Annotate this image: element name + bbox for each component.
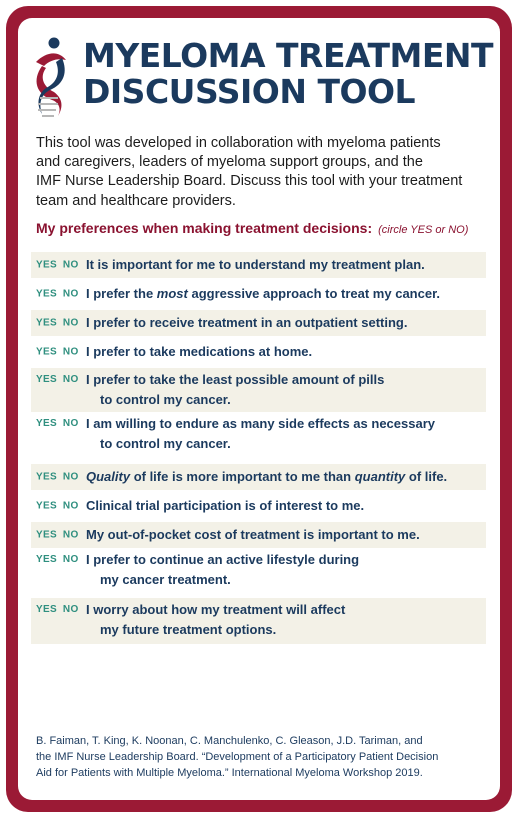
page-title (83, 38, 493, 110)
preference-row (31, 490, 486, 522)
preference-row (31, 368, 486, 412)
citation-line: the IMF Nurse Leadership Board. “Development of a Participatory Patient Decision (36, 751, 439, 763)
statement-line: I prefer to continue an active lifestyle during (86, 552, 360, 567)
no-option[interactable]: NO (62, 418, 79, 429)
statement-text: I prefer the (86, 286, 157, 301)
no-option[interactable]: NO (62, 288, 79, 300)
statement-line: my cancer treatment. (100, 572, 231, 587)
emphasized-word: most (156, 286, 188, 301)
preferences-list (31, 252, 486, 644)
no-option[interactable]: NO (62, 604, 79, 615)
emphasized-word: quantity (354, 469, 406, 484)
intro-line: This tool was developed in collaboration with myeloma patients (36, 135, 441, 151)
preference-statement (86, 414, 435, 454)
yes-option[interactable]: YES (36, 500, 57, 512)
statement-text: My out-of-pocket cost of treatment is important to me. (86, 527, 420, 542)
yes-no-options (36, 472, 79, 483)
preference-statement (86, 550, 359, 590)
preference-statement (86, 370, 384, 410)
statement-text: I prefer to take medications at home. (86, 344, 313, 359)
yes-option[interactable]: YES (36, 529, 57, 541)
yes-option[interactable]: YES (36, 471, 57, 483)
yes-no-options (36, 554, 79, 565)
title-line-2: DISCUSSION TOOL (83, 72, 416, 111)
citation-line: Aid for Patients with Multiple Myeloma.” International Myeloma Workshop 2019. (36, 767, 423, 779)
statement-text: of life. (405, 469, 448, 484)
yes-option[interactable]: YES (36, 418, 57, 429)
preference-statement (86, 313, 407, 333)
statement-line: my future treatment options. (100, 622, 277, 637)
statement-line: I prefer to take the least possible amount of pills (86, 372, 385, 387)
intro-line: and caregivers, leaders of myeloma support groups, and the (36, 154, 423, 171)
statement-text: I prefer to receive treatment in an outpatient setting. (86, 315, 408, 330)
no-option[interactable]: NO (62, 346, 79, 358)
citation (36, 733, 486, 781)
circle-instruction: (circle YES or NO) (378, 224, 469, 236)
yes-no-options (36, 374, 79, 385)
yes-option[interactable]: YES (36, 346, 57, 358)
yes-no-options (36, 289, 79, 300)
yes-option[interactable]: YES (36, 317, 57, 329)
statement-text: of life is more important to me than (130, 469, 355, 484)
yes-no-options (36, 530, 79, 541)
no-option[interactable]: NO (62, 374, 79, 385)
statement-text: aggressive approach to treat my cancer. (187, 286, 441, 301)
preference-row (31, 412, 486, 464)
intro-line: IMF Nurse Leadership Board. Discuss this tool with your treatment (36, 173, 463, 190)
preference-row (31, 310, 486, 336)
preference-statement (86, 496, 364, 516)
yes-option[interactable]: YES (36, 554, 57, 565)
statement-text: It is important for me to understand my treatment plan. (86, 257, 425, 272)
yes-no-options (36, 260, 79, 271)
intro-line: team and healthcare providers. (36, 192, 236, 209)
preference-row (31, 522, 486, 548)
yes-no-options (36, 604, 79, 615)
yes-option[interactable]: YES (36, 374, 57, 385)
preferences-heading-text: My preferences when making treatment decisions: (36, 220, 373, 236)
preference-row (31, 336, 486, 368)
preference-row (31, 548, 486, 598)
preference-statement (86, 342, 312, 362)
yes-no-options (36, 501, 79, 512)
no-option[interactable]: NO (62, 529, 79, 541)
preference-row (31, 464, 486, 490)
statement-text: Clinical trial participation is of interest to me. (86, 498, 365, 513)
preferences-heading (36, 220, 468, 238)
dna-person-icon (28, 36, 72, 122)
no-option[interactable]: NO (62, 259, 79, 271)
yes-no-options (36, 418, 79, 429)
preference-row (31, 278, 486, 310)
intro-paragraph (36, 134, 496, 211)
citation-line: B. Faiman, T. King, K. Noonan, C. Manchulenko, C. Gleason, J.D. Tariman, and (36, 735, 423, 747)
statement-line: I am willing to endure as many side effects as necessary (86, 416, 435, 431)
no-option[interactable]: NO (62, 317, 79, 329)
no-option[interactable]: NO (62, 500, 79, 512)
preference-statement (86, 255, 425, 275)
no-option[interactable]: NO (62, 471, 79, 483)
no-option[interactable]: NO (62, 554, 79, 565)
yes-no-options (36, 318, 79, 329)
preference-row (31, 252, 486, 278)
emphasized-word: Quality (86, 469, 131, 484)
statement-line: I worry about how my treatment will affect (86, 602, 346, 617)
yes-option[interactable]: YES (36, 604, 57, 615)
preference-statement (86, 600, 345, 640)
preference-row (31, 598, 486, 644)
yes-no-options (36, 347, 79, 358)
yes-option[interactable]: YES (36, 259, 57, 271)
preference-statement (86, 525, 420, 545)
title-line-1: MYELOMA TREATMENT (83, 36, 494, 75)
statement-line: to control my cancer. (100, 436, 231, 451)
yes-option[interactable]: YES (36, 288, 57, 300)
preference-statement (86, 467, 447, 487)
statement-line: to control my cancer. (100, 392, 231, 407)
preference-statement (86, 284, 440, 304)
